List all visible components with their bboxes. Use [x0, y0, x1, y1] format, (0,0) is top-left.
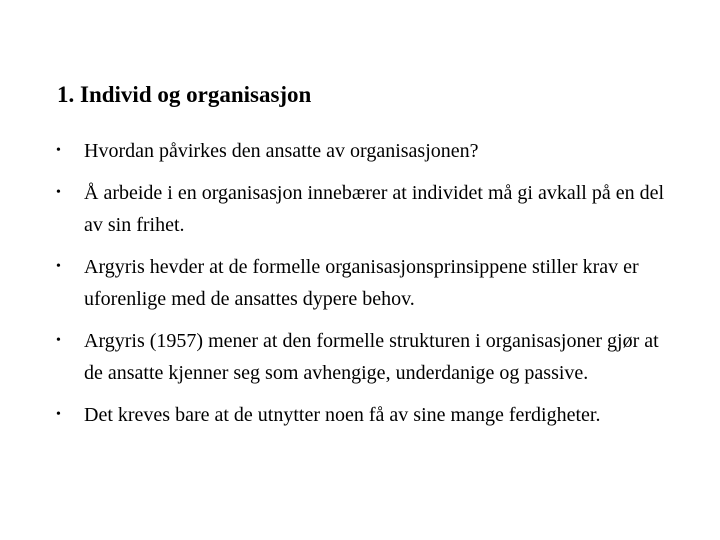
bullet-item	[56, 251, 676, 315]
bullet-icon: •	[56, 407, 61, 422]
bullet-item	[56, 135, 676, 167]
bullet-icon: •	[56, 143, 61, 158]
bullet-text: Å arbeide i en organisasjon innebærer at individet må gi avkall på en del av sin frihet.	[84, 182, 665, 236]
bullet-list	[56, 135, 676, 441]
bullet-icon: •	[56, 333, 61, 348]
bullet-text: Hvordan påvirkes den ansatte av organisasjonen?	[84, 140, 479, 162]
bullet-item	[56, 325, 676, 389]
bullet-item	[56, 177, 676, 241]
bullet-icon: •	[56, 259, 61, 274]
bullet-text: Argyris (1957) mener at den formelle strukturen i organisasjoner gjør at de ansatte kjenner seg som avhengige, underdanige og passive.	[84, 330, 659, 384]
bullet-icon: •	[56, 185, 61, 200]
bullet-text: Argyris hevder at de formelle organisasjonsprinsippene stiller krav er uforenlige med de ansattes dypere behov.	[84, 256, 639, 310]
bullet-text: Det kreves bare at de utnytter noen få av sine mange ferdigheter.	[84, 404, 601, 426]
bullet-item	[56, 399, 676, 431]
slide-title: 1. Individ og organisasjon	[57, 82, 312, 107]
